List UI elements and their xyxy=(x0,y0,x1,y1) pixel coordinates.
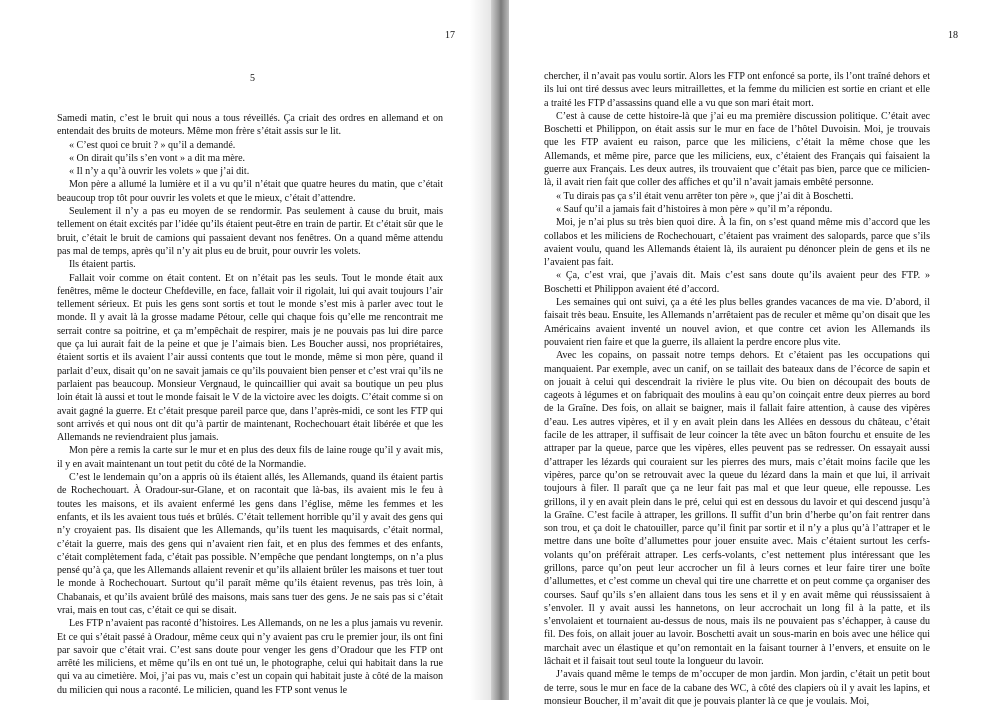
body-text xyxy=(544,70,930,708)
paragraph: Ils étaient partis. xyxy=(69,259,136,271)
paragraph: Mon père a remis la carte sur le mur et en plus des deux fils de laine rouge qu’il y avait mis, il y en avait maintenant un tout petit du côté de la Normandie. xyxy=(57,445,443,470)
paragraph: « Sauf qu’il a jamais fait d’histoires à mon père » qu’il m’a répondu. xyxy=(556,203,833,215)
right-page xyxy=(509,0,1000,707)
paragraph: « On dirait qu’ils s’en vont » a dit ma mère. xyxy=(69,152,246,164)
paragraph: C’est à cause de cette histoire-là que j’ai eu ma première discussion politique. C’était avec Boschetti et Philippon, on était assis sur le mur en face de l’hôtel Duvoisin. Moi, je trouvais que les FTP avaient eu raison, parce que les miliciens, c’était la même chose que les Allemands, et même pire, parce que les miliciens, eux, c’étaient des Français qui faisaient la guerre aux Français. Les deux autres, ils trouvaient que c’était pas bien, parce que ce milicien-là, il avait rien fait que coller des affiches et qu’il n’avait jamais embêté personne. xyxy=(544,110,930,189)
paragraph: Avec les copains, on passait notre temps dehors. Et c’étaient pas les occupations qui manquaient. Par exemple, avec un canif, on se taillait des bateaux dans de l’écorce de sapin et on jouait à celui qui descendrait la rivière le plus vite. Ou bien on découpait des bouts de cageots à légumes et on fabriquait des moulins à eau qu’on coinçait entre deux pierres au bord de la Graîne. Des fois, on allait se baigner, mais il fallait faire attention, à cause des vipères d’eau. Les autres vipères, et il y en avait plein dans les Allées en dessous du château, c’était facile de les attraper, il suffisait de leur coincer la tête avec un bâton fourchu et ensuite de les attraper par la queue, parce que les vipères, elles peuvent pas se redresser. On essayait aussi d’attraper les lézards qui couraient sur les pierres des murs, mais c’était moins facile que les vipères, parce qu’on se retrouvait avec la queue du lézard dans la main et que lui, il arrivait toujours à filer. Il paraît que ça ne leur fait pas mal et que leur queue, elle repousse. Les grillons, il y en avait plein dans le pré, celui qui est en dessous du lavoir et qui descend jusqu’à la Graîne. C’est facile à attraper, les grillons. Il suffit d’un brin d’herbe qu’on fait rentrer dans son trou, et ça doit le chatouiller, parce qu’il finit par sortir et il n’y a plus qu’à l’attraper et le mettre dans une boîte d’allumettes pour jouer ensuite avec. Mais c’étaient surtout les cerfs-volants qu’on préférait attraper. Les cerfs-volants, c’est nettement plus intéressant que les grillons, parce qu’on peut leur accrocher un fil à leurs cornes et leur faire tirer une boîte d’allumettes, et c’est comme un cheval qui tire une charrette et on peut comme ça organiser des courses. Sauf qu’ils s’en allaient dans tous les sens et il y en avait même qui réussissaient à s’envoler. Il y avait aussi les hannetons, on leur accrochait un long fil à la patte, et ils s’envolaient et tournaient au-dessus de nous, mais ils ne pouvaient pas s’échapper, à cause du fil. Des fois, on allait jouer au lavoir. Boschetti avait un sous-marin en bois avec une hélice qui marchait avec un élastique et qu’on remontait en la faisant tourner à l’envers, et ensuite on le lâchait et il faisait tout seul toute la longueur du lavoir. xyxy=(544,350,930,668)
page-number: 18 xyxy=(948,30,958,41)
chapter-number: 5 xyxy=(250,73,255,84)
paragraph: « Ça, c’est vrai, que j’avais dit. Mais c’est sans doute qu’ils avaient peur des FTP. » Boschetti et Philippon avaient été d’accord. xyxy=(544,270,930,295)
paragraph: Les semaines qui ont suivi, ça a été les plus belles grandes vacances de ma vie. D’abord, il faisait très beau. Ensuite, les Allemands n’arrêtaient pas de reculer et même qu’on disait que les Américains avaient inventé un nouvel avion, et que contre cet avion les Allemands ils pouvaient rien faire et que la guerre, ils allaient la perdre encore plus vite. xyxy=(544,297,930,348)
paragraph: C’est le lendemain qu’on a appris où ils étaient allés, les Allemands, quand ils étaient partis de Rochechouart. À Oradour-sur-Glane, et on racontait que là-bas, ils avaient mis le feu à toutes les maisons, et ils avaient enfermé les gens dans l’église, même les femmes et les enfants, et ils les avaient tous tués et brûlés. C’était tellement horrible qu’il y avait des gens qui n’y croyaient pas. Ils disaient que les Allemands, qu’ils tuent les maquisards, c’était normal, c’était la guerre, mais des gens qui n’avaient rien fait, et en plus des femmes et des enfants, c’était complètement fada, c’était pas possible. N’empêche que pendant longtemps, on n’a plus pensé qu’à ça, que les Allemands allaient revenir et qu’ils allaient brûler les maisons et tuer tout le monde à Rochechouart. Surtout qu’il paraît même qu’ils étaient revenus, pas très loin, à Chabanais, et qu’ils avaient brûlé des maisons, mais sans tuer des gens. Je ne sais pas si c’était vrai, mais en tout cas, c’était ce qui se disait. xyxy=(57,472,443,616)
paragraph: « Il n’y a qu’à ouvrir les volets » que j’ai dit. xyxy=(69,166,250,178)
paragraph: Fallait voir comme on était content. Et on n’était pas les seuls. Tout le monde était aux fenêtres, même le docteur Chefdeville, en face, fallait voir il rigolait, lui qui avait toujours l’air tellement sérieux. Et puis les gens sont sortis et tout le monde s’est mis à parler avec tout le monde. Il y avait là la grosse madame Pétour, celle qui chaque fois qu’elle me rencontrait me serrait contre sa poitrine, et ça m’empêchait de respirer, mais je ne pouvais pas lui dire parce que ça lui aurait fait de la peine et que je l’aimais bien. Les Boucher aussi, nos propriétaires, étaient sortis et ils avaient l’air aussi contents que tout le monde, même si mon père, quand il parlait d’eux, disait qu’on ne savait jamais ce qu’ils pouvaient bien penser et c’est vrai qu’ils ne parlaient pas beaucoup. Monsieur Vergnaud, le quincaillier qui avait sa boutique un peu plus loin était là aussi et tout le monde faisait le V de la victoire avec les doigts. C’était comme si on avait gagné la guerre. Et c’était presque pareil parce que, dans l’après-midi, ce sont les FTP qui sont arrivés et qui nous ont dit qu’à partir de maintenant, Rochechouart était libérée et que les Allemands ne reviendraient plus jamais. xyxy=(57,272,443,444)
left-page xyxy=(0,0,491,700)
paragraph: Les FTP n’avaient pas raconté d’histoires. Les Allemands, on ne les a plus jamais vu revenir. Et ce qui s’était passé à Oradour, même ceux qui n’y avaient pas cru le premier jour, ils ont fini par savoir que c’était vrai. C’est sans doute pour venger les gens d’Oradour que les FTP ont arrêté les miliciens, et même qu’ils en ont tué un, le photographe, celui qui habitait dans la rue qui va au cimetière. Moi, j’ai pas vu, mais c’est un copain qui habitait juste à côté de la maison du milicien qui nous a raconté. Le milicien, quand les FTP sont venus le xyxy=(57,618,443,696)
gutter-shadow xyxy=(470,0,491,700)
paragraph: chercher, il n’avait pas voulu sortir. Alors les FTP ont enfoncé sa porte, ils l’ont traîné dehors et ils lui ont tiré dessus avec leurs mitraillettes, et la femme du milicien est sortie en criant et elle a traité les FTP d’assassins quand elle a vu que son mari était mort. xyxy=(544,71,930,109)
paragraph: Moi, je n’ai plus su très bien quoi dire. À la fin, on s’est quand même mis d’accord que les collabos et les miliciens de Rochechouart, c’étaient pas vraiment des salopards, parce que s’ils avaient voulu, quand les Allemands étaient là, ils auraient pu dénoncer plein de gens et ils ne l’avaient pas fait. xyxy=(544,217,930,269)
body-text xyxy=(57,112,443,697)
book-gutter xyxy=(491,0,509,700)
paragraph: J’avais quand même le temps de m’occuper de mon jardin. Mon jardin, c’était un petit bout de terre, sous le mur en face de la cabane des WC, à côté des clapiers où il y avait les lapins, et monsieur Boucher, il m’avait dit que je pouvais planter là ce que je voulais. Moi, xyxy=(544,669,930,707)
paragraph: « Tu dirais pas ça s’il était venu arrêter ton père », que j’ai dit à Boschetti. xyxy=(556,190,854,202)
paragraph: Mon père a allumé la lumière et il a vu qu’il n’était que quatre heures du matin, que c’était beaucoup trop tôt pour ouvrir les volets et que le mieux, c’était d’attendre. xyxy=(57,179,443,204)
page-number: 17 xyxy=(445,30,455,41)
paragraph: Seulement il n’y a pas eu moyen de se rendormir. Pas seulement à cause du bruit, mais tellement on était excités par l’idée qu’ils étaient peut-être en train de partir. Et c’était sûr que le bruit, c’était le bruit de camions qui passaient devant nos fenêtres. On a quand même attendu pas mal de temps, après qu’il n’y ait plus eu de bruit, pour ouvrir les volets. xyxy=(57,206,443,257)
paragraph: « C’est quoi ce bruit ? » qu’il a demandé. xyxy=(69,139,236,151)
paragraph: Samedi matin, c’est le bruit qui nous a tous réveillés. Ça criait des ordres en allemand et on entendait des bruits de moteurs. Même mon frère s’était assis sur le lit. xyxy=(57,113,443,138)
